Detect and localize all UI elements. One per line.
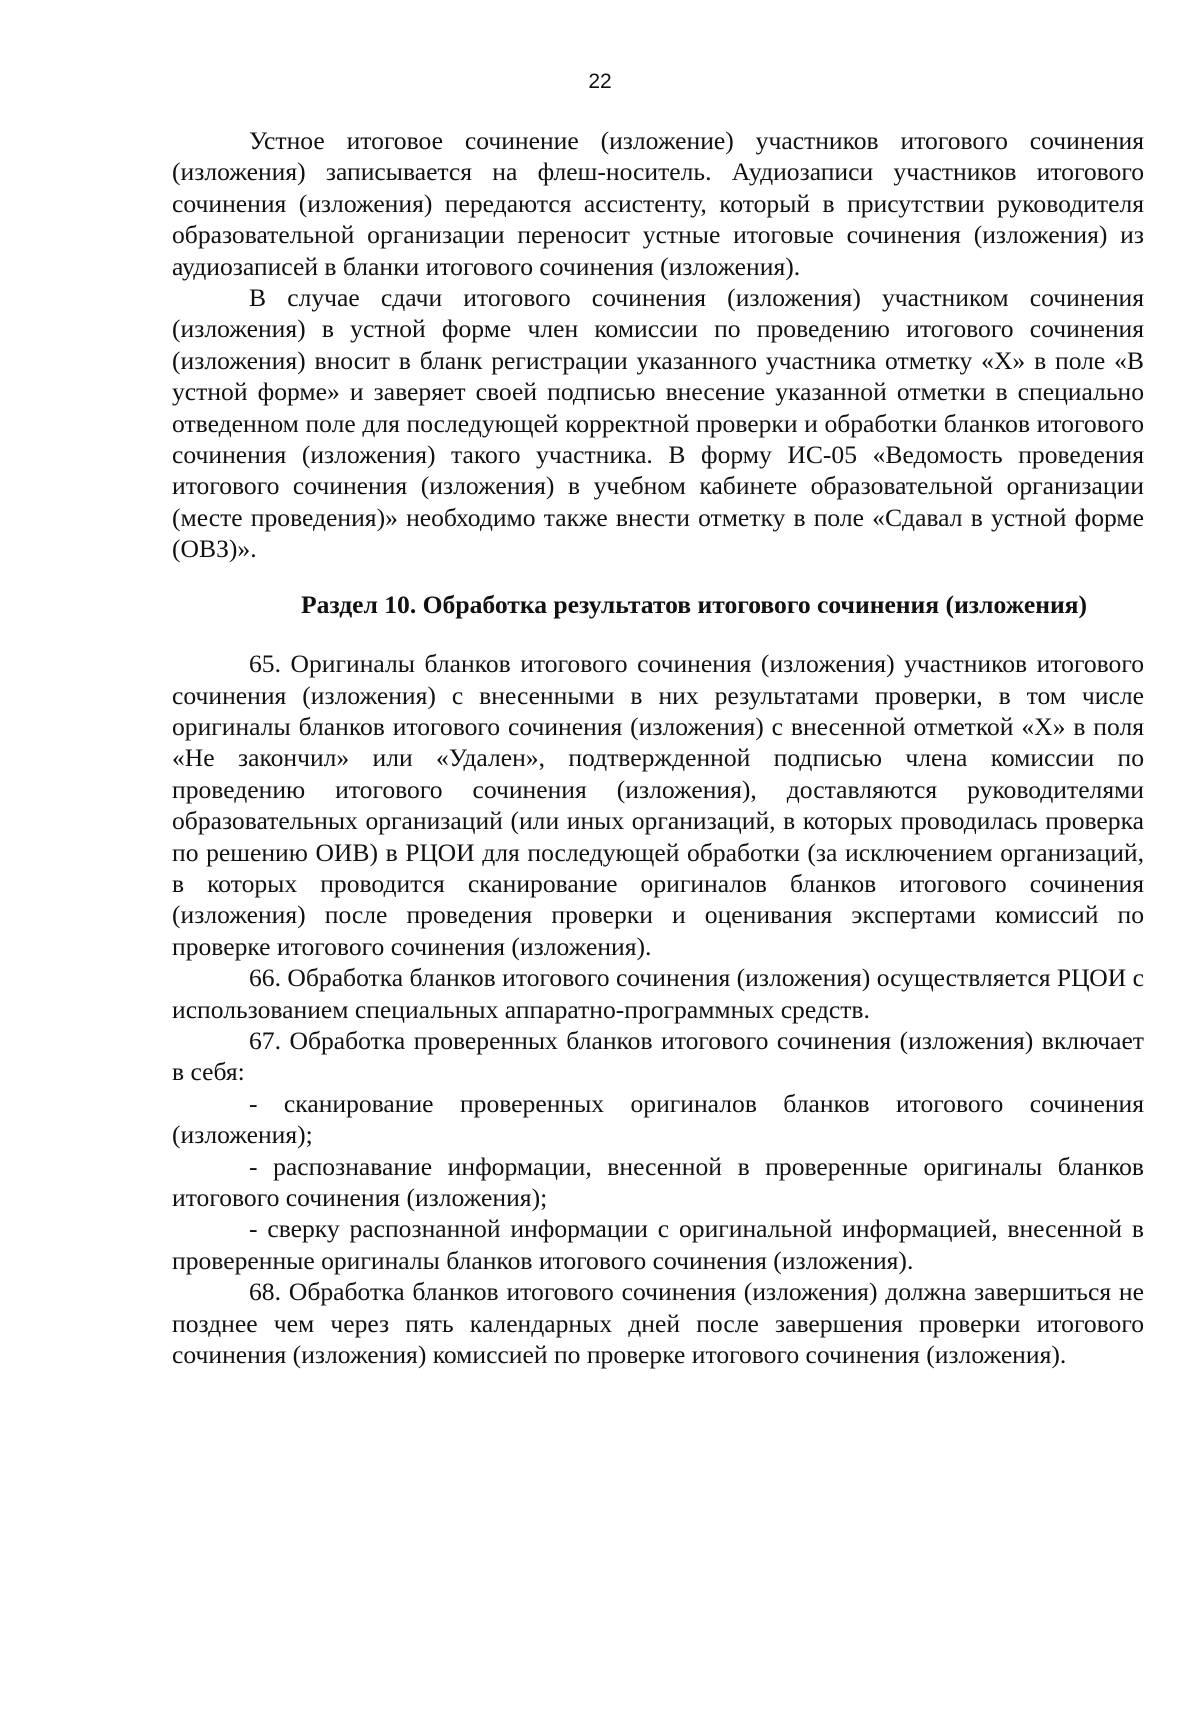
paragraph-oral-essay-recording: Устное итоговое сочинение (изложение) участников итогового сочинения (изложения) записывается на флеш-носитель. Аудиозаписи участников итогового сочинения (изложения) передаются ассистенту, который в присутствии руководителя образовательной организации переносит устные итоговые сочинения (изложения) из аудиозаписей в бланки итогового сочинения (изложения).: [172, 126, 1144, 281]
document-body: [172, 125, 1144, 1370]
paragraph-65: 65. Оригиналы бланков итогового сочинения (изложения) участников итогового сочинения (изложения) с внесенными в них результатами проверки, в том числе оригиналы бланков итогового сочинения (изложения) с внесенной отметкой «Х» в поля «Не закончил» или «Удален», подтвержденной подписью члена комиссии по проведению итогового сочинения (изложения), доставляются руководителями образовательных организаций (или иных организаций, в которых проводилась проверка по решению ОИВ) в РЦОИ для последующей обработки (за исключением организаций, в которых проводится сканирование оригиналов бланков итогового сочинения (изложения) после проведения проверки и оценивания экспертами комиссий по проверке итогового сочинения (изложения).: [172, 649, 1144, 961]
paragraph-68: 68. Обработка бланков итогового сочинения (изложения) должна завершиться не позднее чем через пять календарных дней после завершения проверки итогового сочинения (изложения) комиссией по проверке итогового сочинения (изложения).: [172, 1277, 1144, 1370]
paragraph-67: 67. Обработка проверенных бланков итогового сочинения (изложения) включает в себя:: [172, 1025, 1144, 1087]
paragraph-66: 66. Обработка бланков итогового сочинения (изложения) осуществляется РЦОИ с использованием специальных аппаратно-программных средств.: [172, 963, 1144, 1024]
list-item-scanning: - сканирование проверенных оригиналов бланков итогового сочинения (изложения);: [172, 1088, 1144, 1150]
page-number: 22: [588, 70, 612, 93]
list-item-recognition: - распознавание информации, внесенной в проверенные оригиналы бланков итогового сочинения (изложения);: [172, 1151, 1144, 1212]
paragraph-oral-form-mark: В случае сдачи итогового сочинения (изложения) участником сочинения (изложения) в устной форме член комиссии по проведению итогового сочинения (изложения) вносит в бланк регистрации указанного участника отметку «Х» в поле «В устной форме» и заверяет своей подписью внесение указанной отметки в специально отведенном поле для последующей корректной проверки и обработки бланков итогового сочинения (изложения) такого участника. В форму ИС-05 «Ведомость проведения итогового сочинения (изложения) в учебном кабинете образовательной организации (месте проведения)» необходимо также внести отметку в поле «Сдавал в устной форме (ОВЗ)».: [172, 283, 1144, 564]
list-item-verification: - сверку распознанной информации с оригинальной информацией, внесенной в проверенные оригиналы бланков итогового сочинения (изложения).: [172, 1214, 1144, 1275]
section-title: Раздел 10. Обработка результатов итогового сочинения (изложения): [300, 589, 1088, 619]
